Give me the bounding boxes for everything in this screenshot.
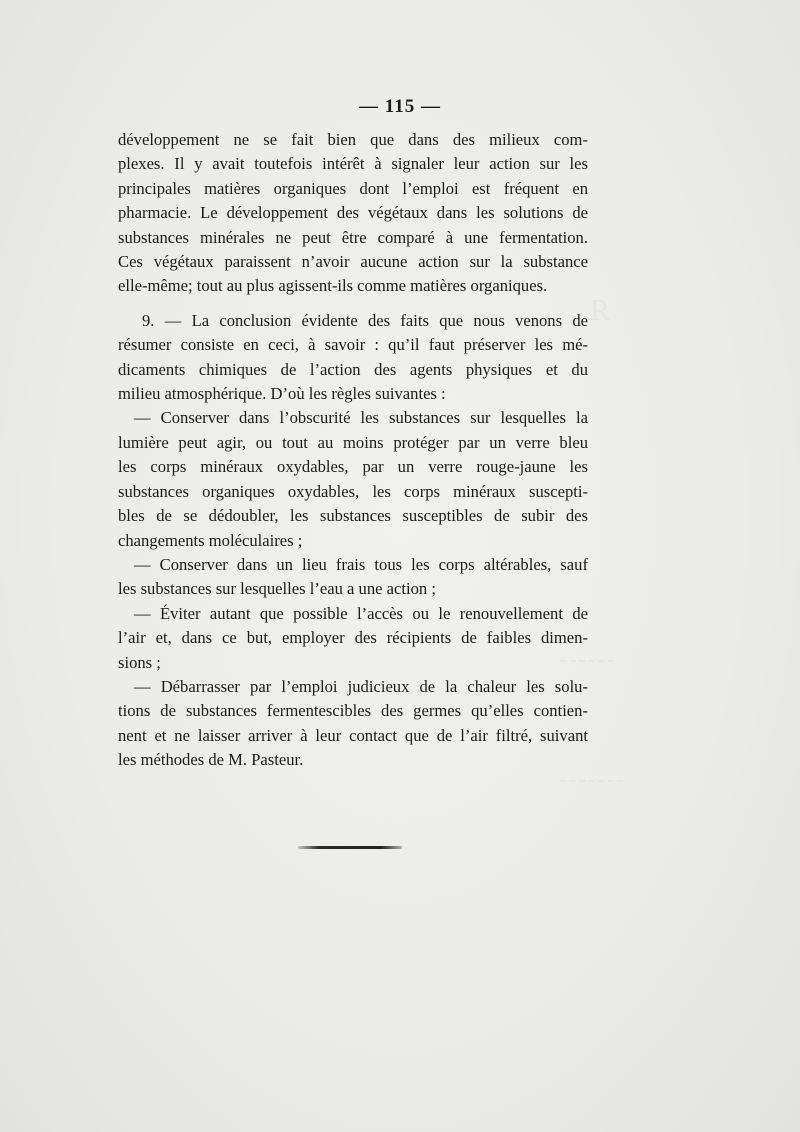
page-number: — 115 — — [359, 96, 441, 117]
body-text — [118, 128, 588, 773]
text-line: plexes. Il y avait toutefois intérêt à signaler leur action sur les — [118, 154, 588, 174]
bleed-through-mark: ~ ~ ~ ~ ~ ~ — [560, 654, 614, 668]
text-line: sions ; — [118, 652, 161, 672]
text-line: dicaments chimiques de l’action des agents physiques et du — [118, 359, 588, 379]
text-line: Ces végétaux paraissent n’avoir aucune action sur la substance — [118, 252, 588, 272]
text-line: l’air et, dans ce but, employer des récipients de faibles dimen- — [118, 628, 588, 648]
text-line: changements moléculaires ; — [118, 530, 303, 550]
text-line: — Éviter autant que possible l’accès ou le renouvellement de — [134, 603, 588, 623]
text-line: substances minérales ne peut être comparé à une fermentation. — [118, 227, 588, 247]
text-line: les corps minéraux oxydables, par un verre rouge-jaune les — [118, 457, 588, 477]
text-line: milieu atmosphérique. D’où les règles suivantes : — [118, 384, 446, 404]
text-line: — Débarrasser par l’emploi judicieux de la chaleur les solu- — [134, 676, 588, 696]
end-rule-divider — [298, 846, 402, 849]
bleed-through-mark: ~ ~ ~ ~ ~ ~ ~ — [560, 774, 624, 788]
text-line: résumer consiste en ceci, à savoir : qu’il faut préserver les mé- — [118, 335, 588, 355]
text-line: les méthodes de M. Pasteur. — [118, 750, 304, 770]
text-line: tions de substances fermentescibles des germes qu’elles contien- — [118, 701, 588, 721]
text-line: bles de se dédoubler, les substances susceptibles de subir des — [118, 506, 588, 526]
paragraph-gap — [118, 299, 588, 309]
text-line: — Conserver dans un lieu frais tous les corps altérables, sauf — [134, 554, 588, 574]
text-line: 9. — La conclusion évidente des faits que nous venons de — [142, 310, 588, 330]
text-line: les substances sur lesquelles l’eau a une action ; — [118, 579, 436, 599]
text-line: principales matières organiques dont l’emploi est fréquent en — [118, 178, 588, 198]
text-line: elle-même; tout au plus agissent-ils comme matières organiques. — [118, 276, 548, 296]
text-line: — Conserver dans l’obscurité les substances sur lesquelles la — [134, 408, 588, 428]
text-line: pharmacie. Le développement des végétaux dans les solutions de — [118, 203, 588, 223]
text-line: développement ne se fait bien que dans des milieux com- — [118, 130, 588, 149]
bleed-through-mark: R — [590, 294, 611, 327]
text-line: nent et ne laisser arriver à leur contact que de l’air filtré, suivant — [118, 725, 588, 745]
text-line: substances organiques oxydables, les corps minéraux suscepti- — [118, 481, 588, 501]
text-line: lumière peut agir, ou tout au moins protéger par un verre bleu — [118, 432, 588, 452]
